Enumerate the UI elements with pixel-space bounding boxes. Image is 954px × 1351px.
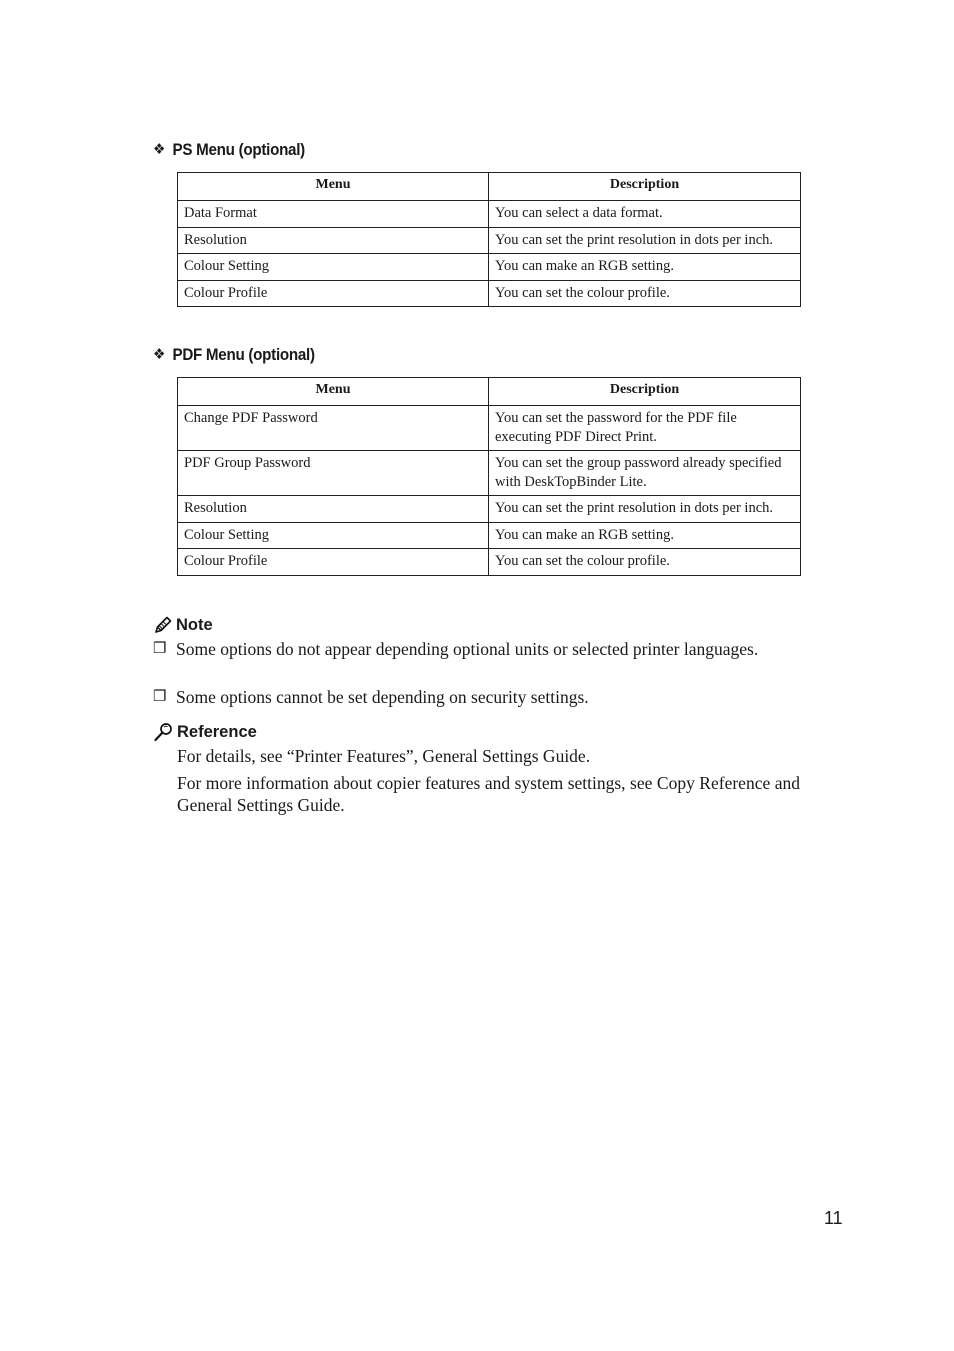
description-cell: You can set the colour profile. xyxy=(489,280,801,307)
ps-menu-table xyxy=(177,172,801,307)
column-header-description: Description xyxy=(489,173,801,201)
table-row xyxy=(178,406,801,451)
table-row xyxy=(178,496,801,523)
pencil-icon xyxy=(153,615,173,635)
description-cell: You can make an RGB setting. xyxy=(489,522,801,549)
reference-paragraph: For details, see “Printer Features”, General Settings Guide. xyxy=(177,746,591,766)
menu-cell: Resolution xyxy=(178,227,489,254)
menu-cell: Change PDF Password xyxy=(178,406,489,451)
description-cell: You can set the colour profile. xyxy=(489,549,801,576)
menu-cell: Colour Setting xyxy=(178,522,489,549)
description-cell: You can make an RGB setting. xyxy=(489,254,801,281)
checkbox-bullet-icon: ❒ xyxy=(153,641,167,657)
pdf-menu-heading xyxy=(153,344,315,366)
description-cell: You can set the password for the PDF file executing PDF Direct Print. xyxy=(489,406,801,451)
note-item-text: Some options do not appear depending optional units or selected printer languages. xyxy=(176,639,759,659)
description-cell: You can set the print resolution in dots per inch. xyxy=(489,227,801,254)
table-header-row xyxy=(178,378,801,406)
checkbox-bullet-icon: ❒ xyxy=(153,689,167,705)
page-number: 11 xyxy=(824,1208,843,1228)
menu-cell: Colour Profile xyxy=(178,280,489,307)
table-row xyxy=(178,451,801,496)
description-cell: You can set the print resolution in dots per inch. xyxy=(489,496,801,523)
table-row xyxy=(178,227,801,254)
menu-cell: Colour Setting xyxy=(178,254,489,281)
reference-heading xyxy=(153,721,257,743)
note-heading xyxy=(153,614,213,636)
note-item xyxy=(153,639,800,661)
description-cell: You can set the group password already specified with DeskTopBinder Lite. xyxy=(489,451,801,496)
diamond-bullet-icon: ❖ xyxy=(153,346,166,363)
diamond-bullet-icon: ❖ xyxy=(153,141,166,158)
description-cell: You can select a data format. xyxy=(489,201,801,228)
menu-cell: Colour Profile xyxy=(178,549,489,576)
table-row xyxy=(178,201,801,228)
pdf-menu-title: PDF Menu (optional) xyxy=(172,345,315,364)
column-header-menu: Menu xyxy=(178,173,489,201)
table-header-row xyxy=(178,173,801,201)
table-row xyxy=(178,549,801,576)
note-item xyxy=(153,687,800,709)
reference-title: Reference xyxy=(177,722,257,741)
table-row xyxy=(178,522,801,549)
ps-menu-title: PS Menu (optional) xyxy=(172,140,305,159)
table-row xyxy=(178,280,801,307)
menu-cell: Resolution xyxy=(178,496,489,523)
column-header-menu: Menu xyxy=(178,378,489,406)
ps-menu-heading xyxy=(153,139,305,161)
column-header-description: Description xyxy=(489,378,801,406)
menu-cell: PDF Group Password xyxy=(178,451,489,496)
magnifier-icon xyxy=(153,722,174,743)
menu-cell: Data Format xyxy=(178,201,489,228)
note-item-text: Some options cannot be set depending on security settings. xyxy=(176,687,589,707)
note-title: Note xyxy=(176,615,213,634)
table-row xyxy=(178,254,801,281)
pdf-menu-table xyxy=(177,377,801,576)
reference-paragraph: For more information about copier features and system settings, see Copy Reference and General Settings Guide. xyxy=(177,773,800,815)
